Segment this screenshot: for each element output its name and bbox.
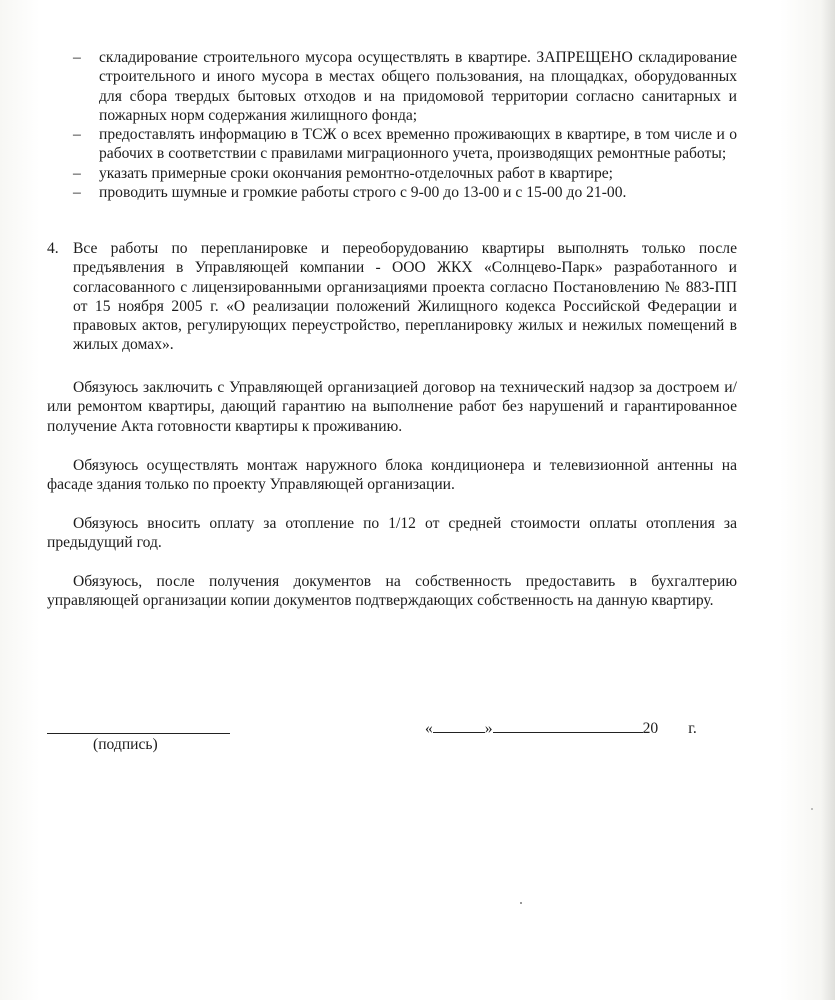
- scan-edge-shadow: [821, 0, 835, 1000]
- item-number: 4.: [47, 240, 59, 257]
- date-open-quote: «: [425, 720, 433, 737]
- signature-label: (подпись): [93, 736, 158, 753]
- bullet-item: [73, 125, 737, 164]
- date-close-quote: »: [484, 720, 493, 737]
- obligation-paragraph: Обязуюсь осуществлять монтаж наружного блока кондиционера и телевизионной антенны на фасаде здания только по проекту Управляющей организации.: [47, 457, 737, 494]
- scan-speck: [520, 902, 522, 904]
- year-prefix: 20: [642, 720, 659, 737]
- bullet-item: [73, 164, 737, 183]
- obligation-paragraph: Обязуюсь, после получения документов на собственность предоставить в бухгалтерию управляющей организации копии документов подтверждающих собственность на данную квартиру.: [47, 573, 737, 610]
- signature-line: [47, 733, 230, 734]
- bullet-dash: –: [73, 126, 81, 144]
- bullet-text: предоставлять информацию в ТСЖ о всех временно проживающих в квартире, в том числе и о рабочих в соответствии с правилами миграционного учета, производящих ремонтные работы;: [99, 126, 737, 163]
- bullet-dash: –: [73, 49, 81, 66]
- bullet-dash: –: [73, 184, 81, 202]
- bullet-list: [73, 48, 737, 202]
- day-blank: [433, 719, 485, 733]
- bullet-text: указать примерные сроки окончания ремонтно-отделочных работ в квартире;: [99, 164, 613, 182]
- bullet-text: проводить шумные и громкие работы строго с 9-00 до 13-00 и с 15-00 до 21-00.: [99, 184, 627, 202]
- year-suffix: г.: [688, 720, 697, 737]
- bullet-dash: –: [73, 164, 81, 182]
- month-blank: [493, 719, 643, 733]
- bullet-item: [73, 48, 737, 125]
- obligation-paragraph: Обязуюсь вносить оплату за отопление по 1/12 от средней стоимости оплаты отопления за предыдущий год.: [47, 515, 737, 552]
- bullet-text: складирование строительного мусора осуществлять в квартире. ЗАПРЕЩЕНО складирование строительного и иного мусора в местах общего пользования, на площадках, оборудованных для сбора твердых бытовых отходов и на придомовой территории согласно санитарных и пожарных норм содержания жилищного фонда;: [99, 49, 737, 124]
- obligation-paragraph: Обязуюсь заключить с Управляющей организацией договор на технический надзор за достроем и/или ремонтом квартиры, дающий гарантию на выполнение работ без нарушений и гарантированное получение Акта готовности квартиры к проживанию.: [47, 379, 737, 435]
- scan-speck: [811, 808, 813, 810]
- item-text: Все работы по перепланировке и переоборудованию квартиры выполнять только после предъявления в Управляющей компании - ООО ЖКХ «Солнцево-Парк» разработанного и согласованного с лицензированными организациями проекта согласно Постановлению № 883-ПП от 15 ноября 2005 г. «О реализации положений Жилищного кодекса Российской Федерации и правовых актов, регулирующих переустройство, перепланировку жилых и нежилых помещений в жилых домах».: [73, 240, 737, 354]
- bullet-item: [73, 183, 737, 202]
- numbered-item-4: [47, 239, 737, 355]
- date-field: [425, 719, 697, 738]
